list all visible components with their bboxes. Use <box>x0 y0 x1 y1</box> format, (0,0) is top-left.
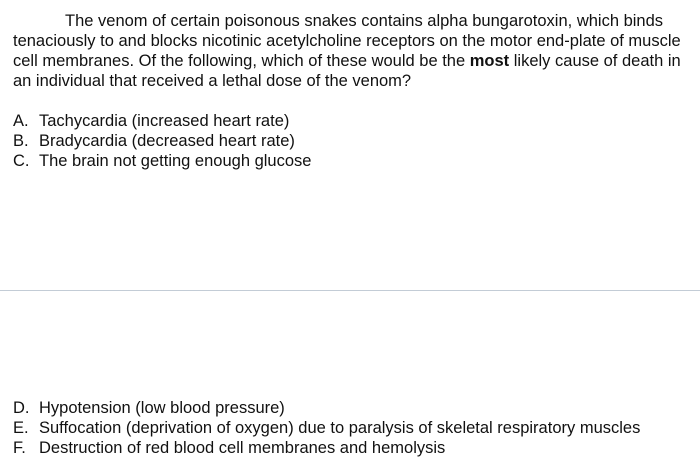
option-letter: F. <box>13 439 26 457</box>
option-a[interactable] <box>13 111 311 131</box>
option-letter: A. <box>13 112 29 130</box>
option-text: Suffocation (deprivation of oxygen) due to paralysis of skeletal respiratory muscles <box>39 419 641 437</box>
option-text: Bradycardia (decreased heart rate) <box>39 132 295 150</box>
question-emphasis: most <box>469 52 510 70</box>
option-b[interactable] <box>13 131 311 151</box>
option-letter: E. <box>13 419 29 437</box>
question-text <box>13 11 689 91</box>
page-divider <box>0 290 700 291</box>
option-letter: B. <box>13 132 29 150</box>
option-f[interactable] <box>13 438 640 458</box>
option-text: Destruction of red blood cell membranes and hemolysis <box>39 439 446 457</box>
option-letter: D. <box>13 399 30 417</box>
option-text: Hypotension (low blood pressure) <box>39 399 285 417</box>
answer-options-top <box>13 111 311 171</box>
answer-options-bottom <box>13 398 640 458</box>
question-text-after: likely cause of death in an individual that received a lethal dose of the venom? <box>13 52 681 90</box>
option-text: The brain not getting enough glucose <box>39 152 312 170</box>
question-text-before: The venom of certain poisonous snakes contains alpha bungarotoxin, which binds tenaciously to and blocks nicotinic acetylcholine receptors on the motor end-plate of muscle cell membranes. Of the following, which of these would be the <box>13 12 681 70</box>
option-d[interactable] <box>13 398 640 418</box>
option-c[interactable] <box>13 151 311 171</box>
option-letter: C. <box>13 152 30 170</box>
option-e[interactable] <box>13 418 640 438</box>
option-text: Tachycardia (increased heart rate) <box>39 112 290 130</box>
